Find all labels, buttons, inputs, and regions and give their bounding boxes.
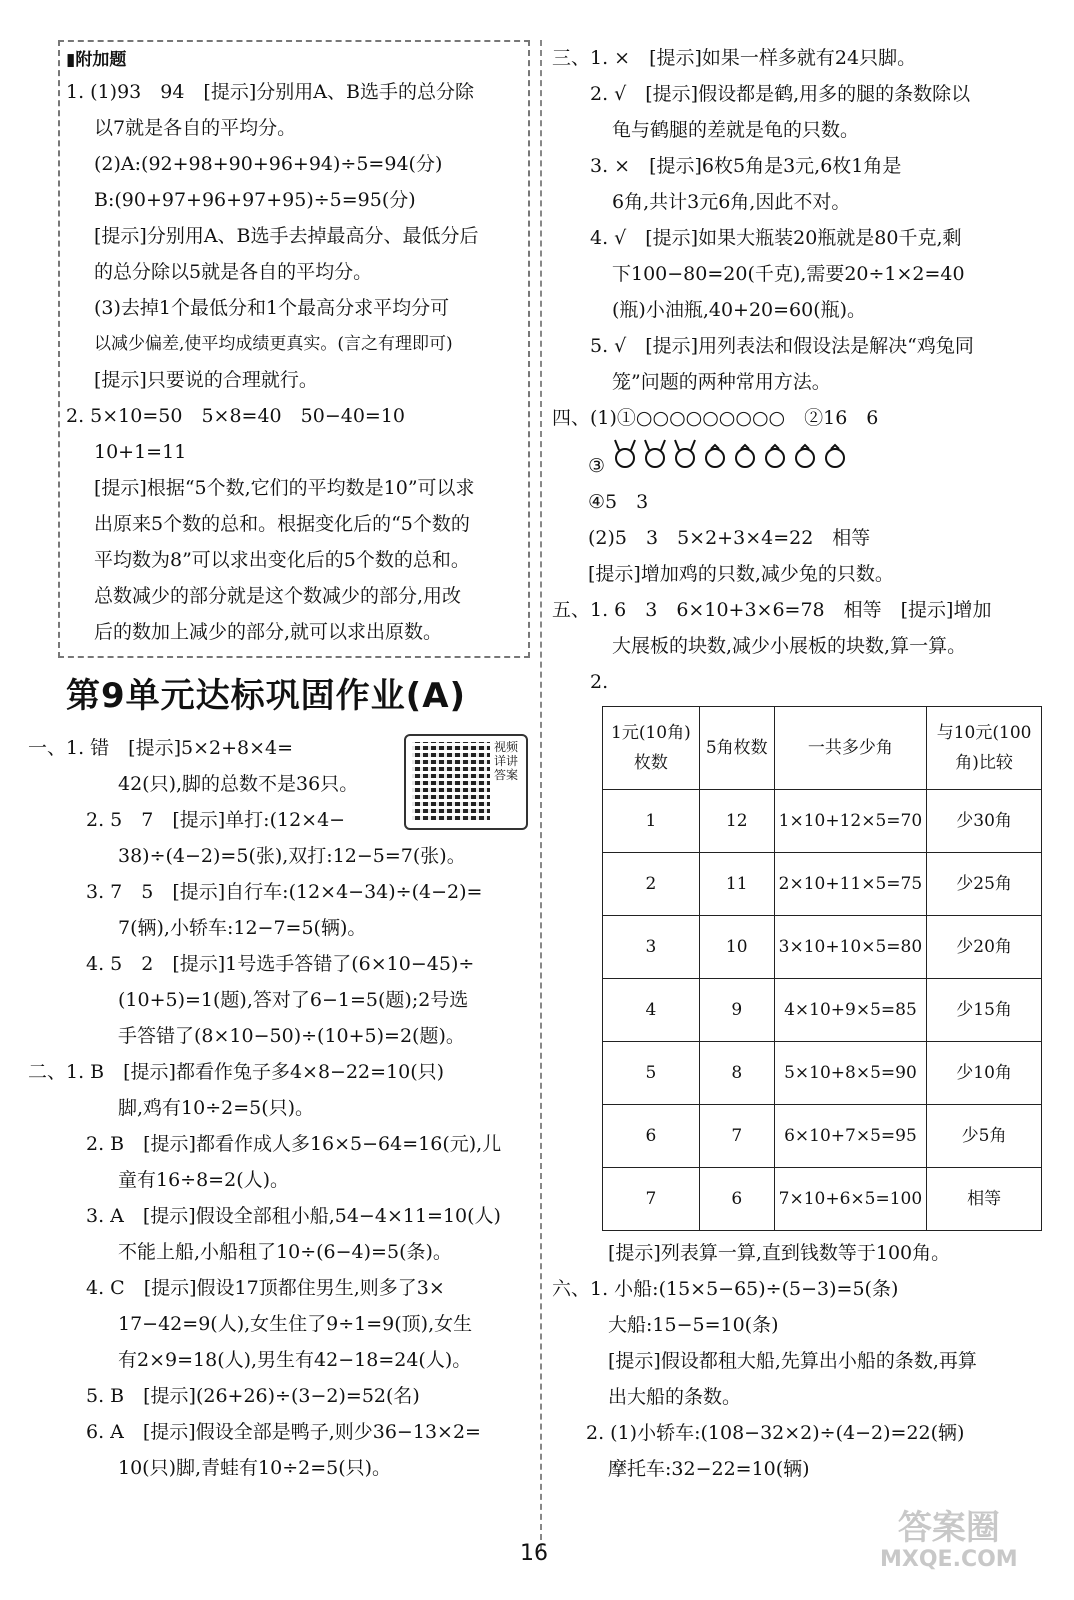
qr-code-badge[interactable] <box>404 734 528 830</box>
chicken-head-icon <box>736 445 754 467</box>
animal-heads-figure <box>611 436 861 472</box>
extra-line: 1. (1)93 94 [提示]分别用A、B选手的总分除 <box>66 81 474 103</box>
answer-line: 3. 7 5 [提示]自行车:(12×4−34)÷(4−2)= <box>86 881 483 903</box>
answer-line: 四、(1)①○○○○○○○○○ ②16 6 <box>552 407 879 429</box>
answer-line: 3. A [提示]假设全部租小船,54−4×11=10(人) <box>86 1205 501 1227</box>
extra-questions-title: ▮附加题 <box>66 50 127 70</box>
answer-line: 龟与鹤腿的差就是龟的只数。 <box>612 119 860 141</box>
table-cell: 5×10+8×5=90 <box>774 1042 927 1105</box>
table-cell: 9 <box>699 979 774 1042</box>
table-cell: 6 <box>699 1168 774 1231</box>
table-cell: 10 <box>699 916 774 979</box>
rabbit-figure-line <box>552 436 1042 484</box>
answer-line: 2. (1)小轿车:(108−32×2)÷(4−2)=22(辆) <box>586 1422 965 1444</box>
watermark <box>880 1508 1018 1572</box>
answer-line: 五、1. 6 3 6×10+3×6=78 相等 [提示]增加 <box>552 599 992 621</box>
chicken-head-icon <box>826 445 844 467</box>
answer-line: 二、1. B [提示]都看作兔子多4×8−22=10(只) <box>28 1061 445 1083</box>
extra-line: 总数减少的部分就是这个数减少的部分,用改 <box>94 585 462 607</box>
table-cell: 4×10+9×5=85 <box>774 979 927 1042</box>
extra-line: 后的数加上减少的部分,就可以求出原数。 <box>94 621 443 643</box>
page-number: 16 <box>520 1541 548 1566</box>
table-cell: 8 <box>699 1042 774 1105</box>
answer-line: 三、1. × [提示]如果一样多就有24只脚。 <box>552 47 917 69</box>
answer-line: 大展板的块数,减少小展板的块数,算一算。 <box>612 635 967 657</box>
extra-line: [提示]分别用A、B选手去掉最高分、最低分后 <box>94 225 479 247</box>
table-row <box>603 853 1042 916</box>
left-column <box>28 40 528 1486</box>
answer-line: 一、1. 错 [提示]5×2+8×4= <box>28 737 294 759</box>
table-row <box>603 979 1042 1042</box>
answer-line: 7(辆),小轿车:12−7=5(辆)。 <box>118 917 367 939</box>
answer-line: 38)÷(4−2)=5(张),双打:12−5=7(张)。 <box>118 845 466 867</box>
answer-line: [提示]假设都租大船,先算出小船的条数,再算 <box>608 1350 977 1372</box>
answer-line: [提示]增加鸡的只数,减少兔的只数。 <box>588 563 894 585</box>
extra-line: 以减少偏差,使平均成绩更真实。(言之有理即可) <box>94 334 453 354</box>
table-cell: 12 <box>699 790 774 853</box>
table-header-cell: 一共多少角 <box>774 707 927 790</box>
answer-line: 5. B [提示](26+26)÷(3−2)=52(名) <box>86 1385 420 1407</box>
table-cell: 6×10+7×5=95 <box>774 1105 927 1168</box>
watermark-url: MXQE.COM <box>880 1547 1018 1572</box>
answer-line: 手答错了(8×10−50)÷(10+5)=2(题)。 <box>118 1025 465 1047</box>
answer-line: 六、1. 小船:(15×5−65)÷(5−3)=5(条) <box>552 1278 899 1300</box>
answer-line: 不能上船,小船租了10÷(6−4)=5(条)。 <box>118 1241 452 1263</box>
coin-table <box>602 706 1042 1231</box>
table-header-cell: 1元(10角)枚数 <box>603 707 700 790</box>
table-row <box>603 1168 1042 1231</box>
table-header-cell: 与10元(100角)比较 <box>927 707 1042 790</box>
table-cell: 2×10+11×5=75 <box>774 853 927 916</box>
answer-line: 下100−80=20(千克),需要20÷1×2=40 <box>612 263 965 285</box>
table-row <box>603 1105 1042 1168</box>
table-cell: 少20角 <box>927 916 1042 979</box>
answer-line: 6. A [提示]假设全部是鸭子,则少36−13×2= <box>86 1421 481 1443</box>
table-cell: 3×10+10×5=80 <box>774 916 927 979</box>
table-cell: 少10角 <box>927 1042 1042 1105</box>
chicken-head-icon <box>706 445 724 467</box>
answer-line: (10+5)=1(题),答对了6−1=5(题);2号选 <box>118 989 469 1011</box>
table-cell: 相等 <box>927 1168 1042 1231</box>
chicken-head-icon <box>766 445 784 467</box>
extra-line: 以7就是各自的平均分。 <box>94 117 297 139</box>
extra-questions-box <box>58 40 530 658</box>
right-column <box>552 40 1042 1487</box>
answer-line: 笼”问题的两种常用方法。 <box>612 371 831 393</box>
watermark-logo-text: 答案圈 <box>897 1508 1000 1548</box>
table-cell: 7 <box>603 1168 700 1231</box>
extra-line: [提示]只要说的合理就行。 <box>94 369 318 391</box>
extra-line: 出原来5个数的总和。根据变化后的“5个数的 <box>94 513 470 535</box>
extra-line: (3)去掉1个最低分和1个最高分求平均分可 <box>94 297 450 319</box>
answer-line: 5. √ [提示]用列表法和假设法是解决“鸡兔同 <box>590 335 974 357</box>
answer-line: 有2×9=18(人),男生有42−18=24(人)。 <box>118 1349 472 1371</box>
qr-label: 视频详讲答案 <box>494 740 519 782</box>
answer-line: 6角,共计3元6角,因此不对。 <box>612 191 851 213</box>
answer-line: (瓶)小油瓶,40+20=60(瓶)。 <box>612 299 867 321</box>
chicken-head-icon <box>796 445 814 467</box>
answer-line: 出大船的条数。 <box>608 1386 742 1408</box>
rabbit-head-icon <box>615 440 635 467</box>
answer-line: 10(只)脚,青蛙有10÷2=5(只)。 <box>118 1457 392 1479</box>
table-cell: 5 <box>603 1042 700 1105</box>
table-row <box>603 790 1042 853</box>
answer-line: (2)5 3 5×2+3×4=22 相等 <box>588 527 871 549</box>
extra-line: 2. 5×10=50 5×8=40 50−40=10 <box>66 405 406 427</box>
table-header-row <box>603 707 1042 790</box>
answer-line: 17−42=9(人),女生住了9÷1=9(顶),女生 <box>118 1313 473 1335</box>
answer-line: 2. <box>590 671 609 693</box>
answer-line: 4. C [提示]假设17顶都住男生,则多了3× <box>86 1277 445 1299</box>
table-row <box>603 1042 1042 1105</box>
table-cell: 6 <box>603 1105 700 1168</box>
answer-line: [提示]列表算一算,直到钱数等于100角。 <box>608 1242 951 1264</box>
extra-line: 平均数为8”可以求出变化后的5个数的总和。 <box>94 549 470 571</box>
table-cell: 4 <box>603 979 700 1042</box>
answer-line: 3. × [提示]6枚5角是3元,6枚1角是 <box>590 155 902 177</box>
table-cell: 7×10+6×5=100 <box>774 1168 927 1231</box>
section-title: 第9单元达标巩固作业(A) <box>66 676 467 716</box>
answer-line: 2. B [提示]都看作成人多16×5−64=16(元),儿 <box>86 1133 502 1155</box>
answer-line: 4. 5 2 [提示]1号选手答错了(6×10−45)÷ <box>86 953 475 975</box>
table-cell: 1×10+12×5=70 <box>774 790 927 853</box>
extra-line: 10+1=11 <box>94 441 187 463</box>
table-cell: 2 <box>603 853 700 916</box>
table-cell: 7 <box>699 1105 774 1168</box>
extra-line: (2)A:(92+98+90+96+94)÷5=94(分) <box>94 153 443 175</box>
answer-line: 摩托车:32−22=10(辆) <box>608 1458 810 1480</box>
answer-line: 大船:15−5=10(条) <box>608 1314 779 1336</box>
table-cell: 少25角 <box>927 853 1042 916</box>
qr-code-icon[interactable] <box>412 742 490 820</box>
table-header-cell: 5角枚数 <box>699 707 774 790</box>
answer-line: 2. √ [提示]假设都是鹤,用多的腿的条数除以 <box>590 83 971 105</box>
extra-title-text: 附加题 <box>75 50 127 70</box>
answer-line: 脚,鸡有10÷2=5(只)。 <box>118 1097 315 1119</box>
table-row <box>603 916 1042 979</box>
table-cell: 少30角 <box>927 790 1042 853</box>
table-cell: 1 <box>603 790 700 853</box>
answer-line: 42(只),脚的总数不是36只。 <box>118 773 359 795</box>
rabbit-head-icon <box>675 440 695 467</box>
answer-line: 童有16÷8=2(人)。 <box>118 1169 290 1191</box>
extra-line: 的总分除以5就是各自的平均分。 <box>94 261 373 283</box>
table-cell: 少5角 <box>927 1105 1042 1168</box>
answer-line: 2. 5 7 [提示]单打:(12×4− <box>86 809 346 831</box>
rabbit-head-icon <box>645 440 665 467</box>
column-divider <box>540 40 542 1550</box>
table-cell: 3 <box>603 916 700 979</box>
answer-line: 4. √ [提示]如果大瓶装20瓶就是80千克,剩 <box>590 227 962 249</box>
table-cell: 少15角 <box>927 979 1042 1042</box>
table-cell: 11 <box>699 853 774 916</box>
answer-line: ④5 3 <box>588 491 649 513</box>
extra-line: [提示]根据“5个数,它们的平均数是10”可以求 <box>94 477 475 499</box>
figure-label: ③ <box>588 455 606 477</box>
extra-line: B:(90+97+96+97+95)÷5=95(分) <box>94 189 416 211</box>
